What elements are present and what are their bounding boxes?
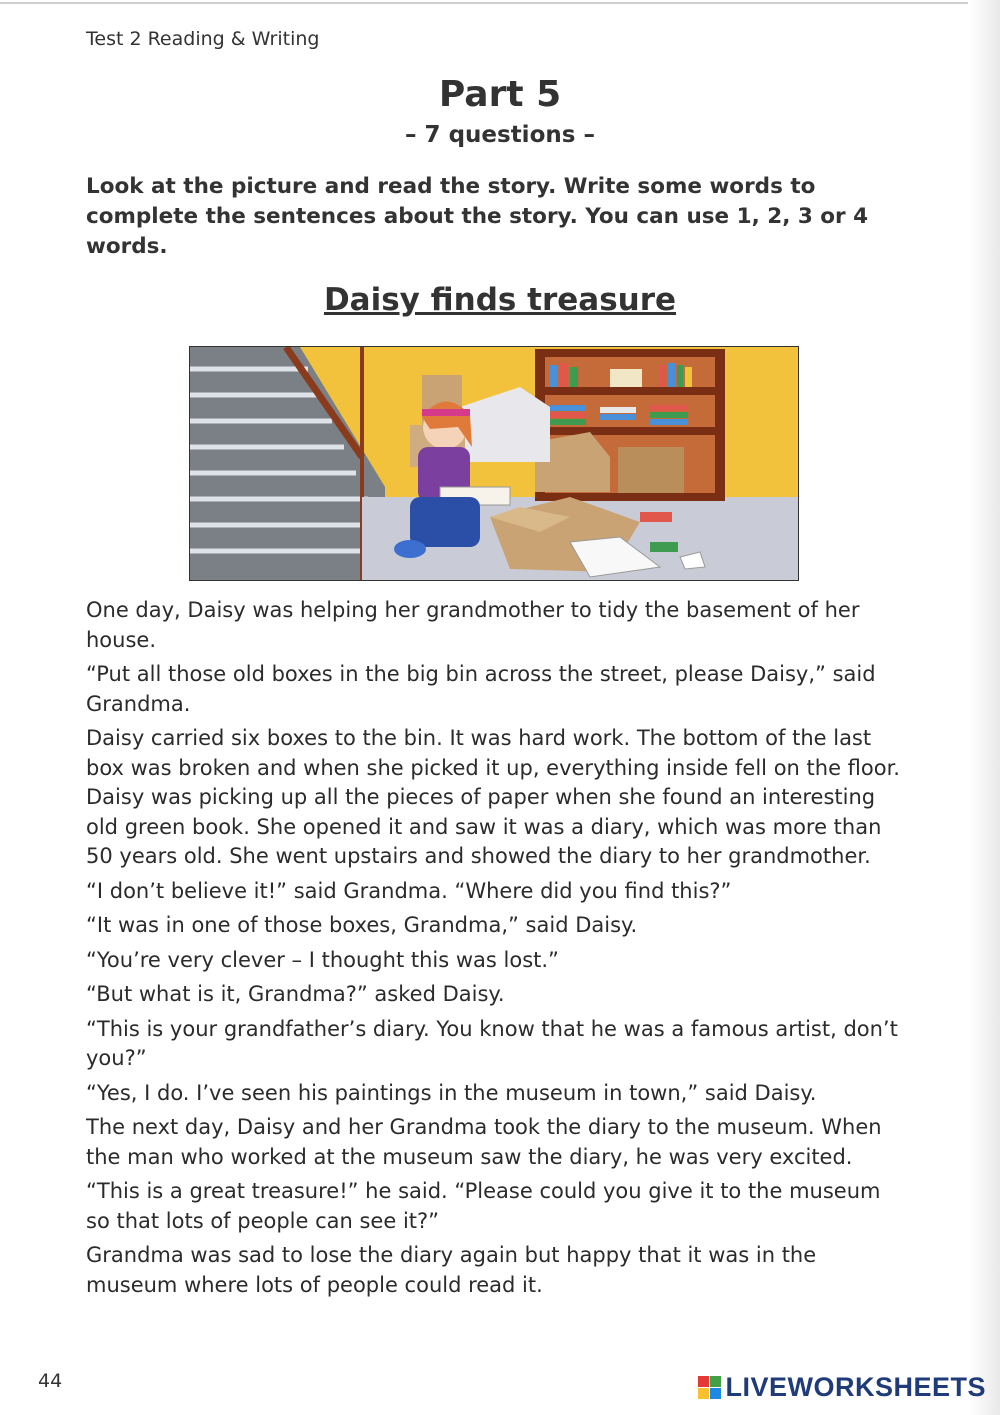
- story-paragraph: “This is your grandfather’s diary. You know that he was a famous artist, don’t you?”: [86, 1016, 898, 1070]
- story-text: [86, 596, 906, 1305]
- story-paragraph: “I don’t believe it!” said Grandma. “Where did you find this?”: [86, 878, 732, 903]
- story-paragraph: “Yes, I do. I’ve seen his paintings in the museum in town,” said Daisy.: [86, 1080, 817, 1105]
- story-paragraph: The next day, Daisy and her Grandma took the diary to the museum. When the man who worked at the museum saw the diary, he was very excited.: [86, 1115, 882, 1169]
- page-number: 44: [38, 1370, 63, 1392]
- story-illustration: [189, 346, 799, 581]
- story-paragraph: “You’re very clever – I thought this was lost.”: [86, 947, 559, 972]
- logo-square: [710, 1388, 721, 1399]
- story-paragraph: “Put all those old boxes in the big bin across the street, please Daisy,” said Grandma.: [86, 662, 876, 716]
- story-title: Daisy finds treasure: [323, 282, 677, 318]
- logo-square: [698, 1388, 709, 1399]
- story-paragraph: Daisy carried six boxes to the bin. It was hard work. The bottom of the last box was broken and when she picked it up, everything inside fell on the floor. Daisy was picking up all the pieces of paper when she found an interesting old green book. She opened it and saw it was a diary, which was more than 50 years old. She went upstairs and showed the diary to her grandmother.: [86, 726, 900, 868]
- top-divider: [0, 2, 968, 4]
- instructions: Look at the picture and read the story. Write some words to complete the sentences about the story. You can use 1, 2, 3 or 4 words.: [86, 174, 869, 259]
- section-label: Test 2 Reading & Writing: [86, 28, 320, 50]
- brand-text: LIVEWORKSHEETS: [725, 1372, 986, 1402]
- story-paragraph: “This is a great treasure!” he said. “Please could you give it to the museum so that lots of people can see it?”: [86, 1179, 881, 1233]
- story-paragraph: One day, Daisy was helping her grandmother to tidy the basement of her house.: [86, 598, 860, 652]
- logo-square: [710, 1376, 721, 1387]
- part-title: Part 5: [438, 74, 562, 115]
- logo-square: [698, 1376, 709, 1387]
- question-count: – 7 questions –: [405, 122, 595, 148]
- story-paragraph: “It was in one of those boxes, Grandma,” said Daisy.: [86, 913, 638, 937]
- page-edge-shadow: [970, 0, 1000, 1415]
- liveworksheets-brand[interactable]: [698, 1372, 986, 1403]
- story-paragraph: “But what is it, Grandma?” asked Daisy.: [86, 982, 505, 1006]
- liveworksheets-logo-icon: [698, 1376, 721, 1399]
- story-paragraph: Grandma was sad to lose the diary again but happy that it was in the museum where lots of people could read it.: [86, 1243, 817, 1297]
